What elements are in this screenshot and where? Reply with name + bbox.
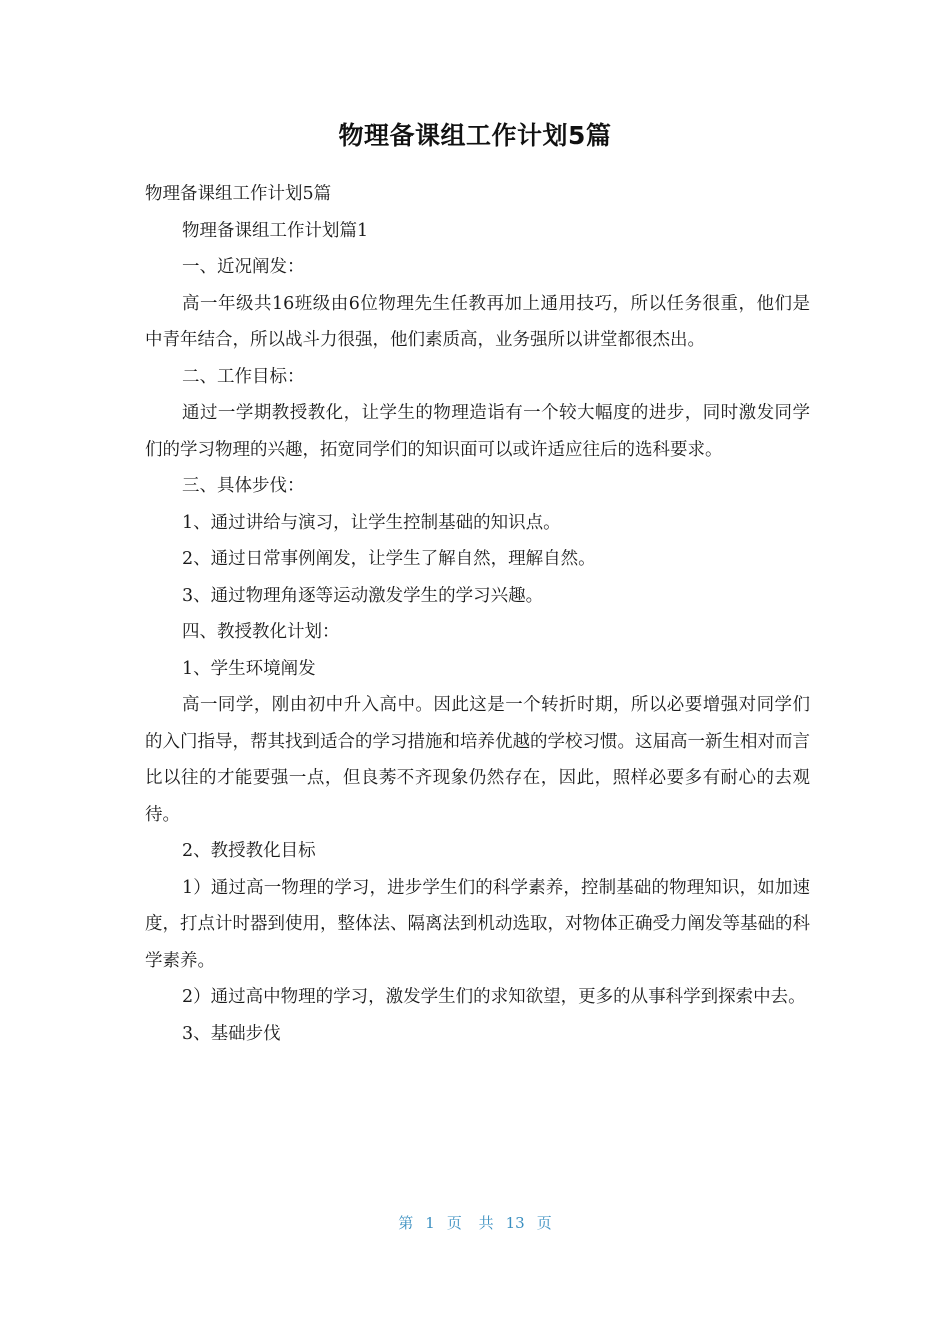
paragraph: 通过一学期教授教化，让学生的物理造诣有一个较大幅度的进步，同时激发同学们的学习物理的兴趣，拓宽同学们的知识面可以或许适应往后的选科要求。: [145, 403, 810, 460]
page-footer: [0, 1212, 950, 1233]
paragraph: 2）通过高中物理的学习，激发学生们的求知欲望，更多的从事科学到探索中去。: [182, 987, 806, 1007]
paragraph: 1、学生环境阐发: [182, 658, 316, 679]
document-title: 物理备课组工作计划5篇: [338, 121, 612, 150]
paragraph: 2、教授教化目标: [182, 841, 316, 861]
paragraph: 2、通过日常事例阐发，让学生了解自然，理解自然。: [182, 549, 596, 569]
paragraph: 高一年级共16班级由6位物理先生任教再加上通用技巧，所以任务很重，他们是中青年结合，所以战斗力很强，他们素质高，业务强所以讲堂都很杰出。: [145, 293, 810, 350]
footer-page-number: 1: [425, 1214, 435, 1232]
paragraph: 二、工作目标：: [182, 366, 305, 387]
footer-page-label: 第: [398, 1214, 414, 1232]
paragraph: 物理备课组工作计划5篇: [145, 184, 332, 204]
paragraph: 3、通过物理角逐等运动激发学生的学习兴趣。: [182, 585, 544, 606]
footer-page-sep: 页 共: [446, 1214, 494, 1232]
footer-page-suffix: 页: [536, 1214, 552, 1232]
paragraph: 1）通过高一物理的学习，进步学生们的科学素养，控制基础的物理知识，如加速度，打点计时器到使用，整体法、隔离法到机动选取，对物体正确受力阐发等基础的科学素养。: [145, 877, 810, 971]
paragraph: 物理备课组工作计划篇1: [182, 220, 369, 241]
document-body: [145, 176, 810, 1052]
paragraph: 1、通过讲给与演习，让学生控制基础的知识点。: [182, 512, 561, 533]
paragraph: 一、近况阐发：: [182, 257, 305, 277]
paragraph: 3、基础步伐: [182, 1023, 281, 1044]
paragraph: 高一同学，刚由初中升入高中。因此这是一个转折时期，所以必要增强对同学们的入门指导，帮其找到适合的学习措施和培养优越的学校习惯。这届高一新生相对而言比以往的才能要强一点，但良莠不齐现象仍然存在，因此，照样必要多有耐心的去观待。: [145, 695, 810, 825]
paragraph: 四、教授教化计划：: [182, 622, 340, 642]
paragraph: 三、具体步伐：: [182, 476, 305, 496]
footer-total-pages: 13: [505, 1214, 525, 1232]
